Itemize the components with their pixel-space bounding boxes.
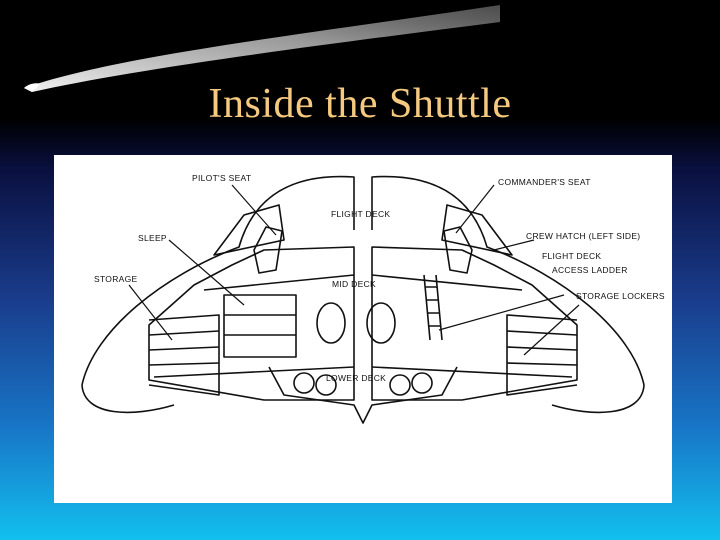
label-commanders-seat: COMMANDER'S SEAT <box>498 177 591 187</box>
label-flight-deck-access-line1: FLIGHT DECK <box>542 251 602 261</box>
shuttle-cutaway-diagram <box>54 155 672 503</box>
shuttle-cutaway-illustration <box>54 155 672 503</box>
label-flight-deck: FLIGHT DECK <box>331 209 391 219</box>
label-mid-deck: MID DECK <box>332 279 376 289</box>
label-sleep: SLEEP <box>138 233 167 243</box>
label-pilots-seat: PILOT'S SEAT <box>192 173 252 183</box>
label-flight-deck-access-line2: ACCESS LADDER <box>552 265 628 275</box>
slide-title: Inside the Shuttle <box>208 81 512 127</box>
label-storage: STORAGE <box>94 274 138 284</box>
label-storage-lockers: STORAGE LOCKERS <box>576 291 665 301</box>
label-crew-hatch: CREW HATCH (LEFT SIDE) <box>526 231 641 241</box>
label-lower-deck: LOWER DECK <box>326 373 387 383</box>
